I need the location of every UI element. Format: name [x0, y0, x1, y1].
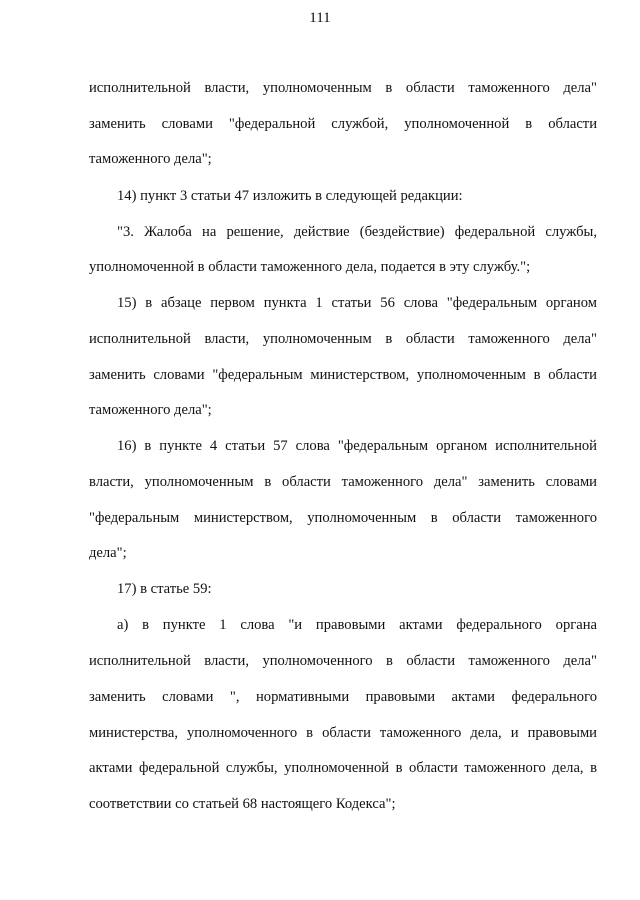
text-line: заменить словами "федеральным министерством, уполномоченным в области	[89, 367, 597, 383]
text-line: "3. Жалоба на решение, действие (бездействие) федеральной службы,	[117, 224, 597, 240]
text-line: 16) в пункте 4 статьи 57 слова "федеральным органом исполнительной	[117, 438, 597, 454]
text-line: 14) пункт 3 статьи 47 изложить в следующей редакции:	[117, 188, 463, 204]
text-line: заменить словами "федеральной службой, уполномоченной в области	[89, 116, 597, 132]
text-line: заменить словами ", нормативными правовыми актами федерального	[89, 689, 597, 705]
text-line: исполнительной власти, уполномоченным в области таможенного дела"	[89, 331, 597, 347]
text-line: исполнительной власти, уполномоченного в области таможенного дела"	[89, 653, 597, 669]
text-line: актами федеральной службы, уполномоченной в области таможенного дела, в	[89, 760, 597, 776]
text-line: соответствии со статьей 68 настоящего Кодекса";	[89, 796, 396, 812]
text-line: исполнительной власти, уполномоченным в области таможенного дела"	[89, 80, 597, 96]
text-line: министерства, уполномоченного в области таможенного дела, и правовыми	[89, 725, 597, 741]
text-line: а) в пункте 1 слова "и правовыми актами федерального органа	[117, 617, 597, 633]
text-line: таможенного дела";	[89, 151, 212, 167]
text-line: дела";	[89, 545, 127, 561]
text-line: 15) в абзаце первом пункта 1 статьи 56 слова "федеральным органом	[117, 295, 597, 311]
text-line: таможенного дела";	[89, 402, 212, 418]
text-line: "федеральным министерством, уполномоченным в области таможенного	[89, 510, 597, 526]
text-line: 17) в статье 59:	[117, 581, 212, 597]
text-line: уполномоченной в области таможенного дела, подается в эту службу.";	[89, 259, 531, 275]
text-line: власти, уполномоченным в области таможенного дела" заменить словами	[89, 474, 597, 490]
page-number: 111	[309, 10, 331, 26]
